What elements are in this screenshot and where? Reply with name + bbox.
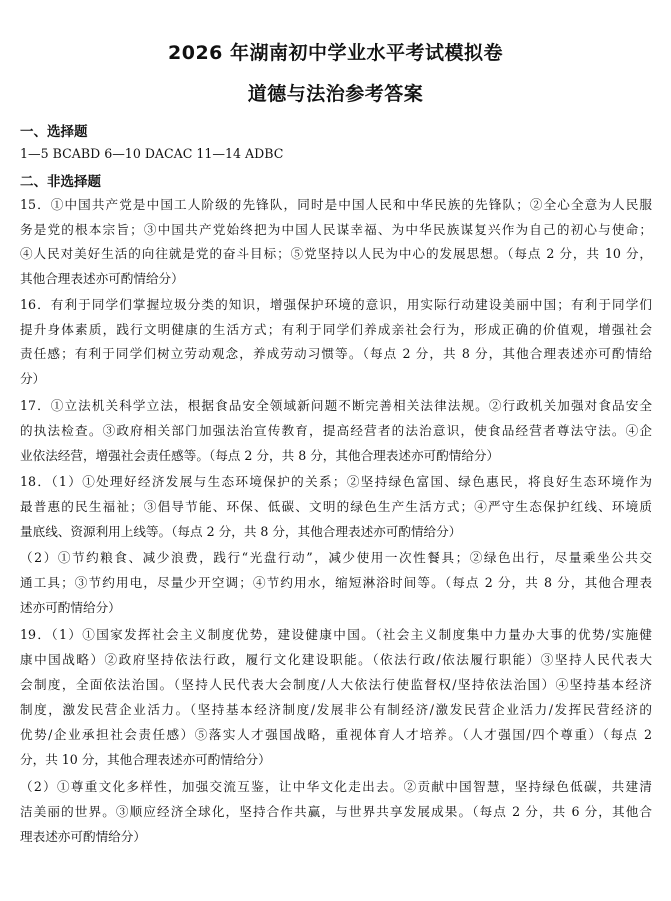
choice-answers: 1—5 BCABD 6—10 DACAC 11—14 ADBC	[20, 146, 284, 161]
section-heading-choice: 一、选择题	[20, 124, 88, 140]
answer-line: 15．①中国共产党是中国工人阶级的先锋队，同时是中国人民和中华民族的先锋队；②全心全意为人民服	[20, 197, 652, 212]
answer-line: 洁美丽的世界。③顺应经济全球化，坚持合作共赢，与世界共享发展成果。（每点 2 分，共 6 分，其他合	[20, 804, 652, 819]
answer-line: 述亦可酌情给分）	[20, 600, 121, 615]
answer-line: 量底线、资源利用上线等。（每点 2 分，共 8 分，其他合理表述亦可酌情给分）	[20, 524, 462, 539]
answer-line: 18．（1）①处理好经济发展与生态环境保护的关系；②坚持绿色富国、绿色惠民，将良好生态环境作为	[20, 474, 652, 489]
answer-line: 最普惠的民生福祉；③倡导节能、环保、低碳、文明的绿色生产生活方式；④严守生态保护红线、环境质	[20, 499, 652, 514]
answer-line: 16．有利于同学们掌握垃圾分类的知识，增强保护环境的意识，用实际行动建设美丽中国；有利于同学们	[20, 297, 652, 312]
answer-line: 业依法经营，增强社会责任感等。（每点 2 分，共 8 分，其他合理表述亦可酌情给分）	[20, 448, 500, 463]
answer-line: 优势/企业承担社会责任感）⑤落实人才强国战略，重视体育人才培养。（人才强国/四个尊重）（每点 2	[20, 727, 652, 742]
page-title: 2026 年湖南初中学业水平考试模拟卷	[168, 42, 503, 64]
answer-line: ④人民对美好生活的向往就是党的奋斗目标；⑤党坚持以人民为中心的发展思想。（每点 2 分，共 10 分，	[20, 246, 652, 261]
section-heading-nonchoice: 二、非选择题	[20, 174, 101, 190]
answer-line: 理表述亦可酌情给分）	[20, 829, 146, 844]
answer-line: 其他合理表述亦可酌情给分）	[20, 271, 184, 286]
answer-line: （2）①节约粮食、减少浪费，践行“光盘行动”，减少使用一次性餐具；②绿色出行，尽量乘坐公共交	[20, 550, 652, 565]
answer-line: 制度，激发民营企业活力。（坚持基本经济制度/发展非公有制经济/激发民营企业活力/发挥民营经济的	[20, 702, 652, 717]
answer-line: 责任感；有利于同学们树立劳动观念，养成劳动习惯等。（每点 2 分，共 8 分，其他合理表述亦可酌情给	[20, 346, 652, 361]
answer-line: 19．（1）①国家发挥社会主义制度优势，建设健康中国。（社会主义制度集中力量办大事的优势/实施健	[20, 627, 652, 642]
answer-line: 分）	[20, 371, 46, 386]
answer-line: （2）①尊重文化多样性，加强交流互鉴，让中华文化走出去。②贡献中国智慧，坚持绿色低碳，共建清	[20, 779, 652, 794]
answer-line: 分，共 10 分，其他合理表述亦可酌情给分）	[20, 752, 271, 767]
answer-line: 通工具；③节约用电，尽量少开空调；④节约用水，缩短淋浴时间等。（每点 2 分，共 8 分，其他合理表	[20, 575, 652, 590]
answer-line: 会制度，全面依法治国。（坚持人民代表大会制度/人大依法行使监督权/坚持依法治国）④坚持基本经济	[20, 677, 652, 692]
answer-line: 康中国战略）②政府坚持依法行政，履行文化建设职能。（依法行政/依法履行职能）③坚持人民代表大	[20, 652, 652, 667]
answer-line: 17．①立法机关科学立法，根据食品安全领域新问题不断完善相关法律法规。②行政机关加强对食品安全	[20, 398, 652, 413]
answer-line: 的执法检查。③政府相关部门加强法治宣传教育，提高经营者的法治意识，使食品经营者尊法守法。④企	[20, 423, 652, 438]
page-subtitle: 道德与法治参考答案	[247, 83, 424, 105]
answer-line: 务是党的根本宗旨；③中国共产党始终把为中国人民谋幸福、为中华民族谋复兴作为自己的初心与使命；	[20, 222, 652, 237]
answer-line: 提升身体素质，践行文明健康的生活方式；有利于同学们养成亲社会行为，形成正确的价值观，增强社会	[20, 322, 652, 337]
